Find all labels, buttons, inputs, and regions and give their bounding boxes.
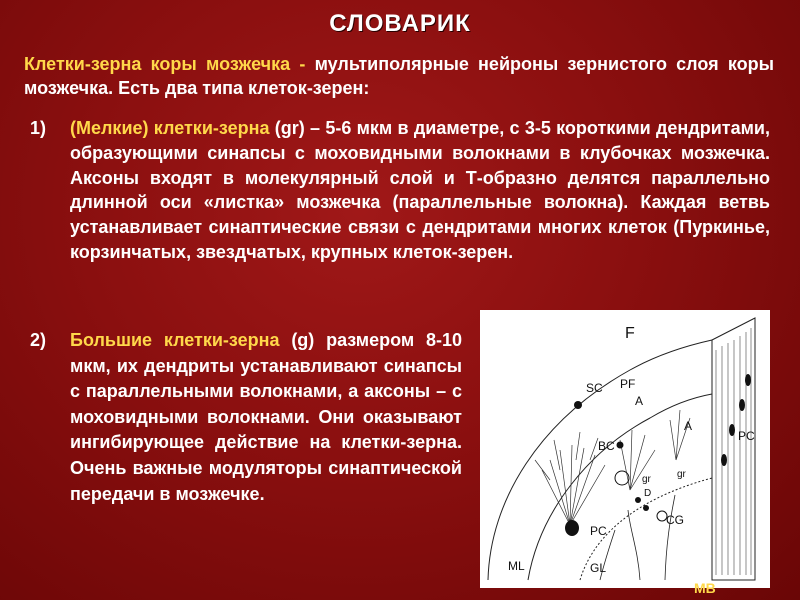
block-side-face <box>712 318 755 580</box>
intro-paragraph <box>24 52 774 100</box>
label-PF: PF <box>620 377 636 391</box>
cerebellum-diagram-svg <box>480 310 770 588</box>
basket-cell-body <box>617 442 624 449</box>
label-ML: ML <box>508 559 525 573</box>
label-A2: A <box>684 419 693 433</box>
intro-term: Клетки-зерна коры мозжечка - <box>24 54 306 74</box>
label-D: D <box>644 488 652 499</box>
label-F: F <box>625 325 635 342</box>
item-term: Большие клетки-зерна <box>70 330 280 350</box>
cerebellum-diagram <box>480 310 770 588</box>
label-BC: BC <box>598 439 615 453</box>
label-gr-2: gr <box>677 469 686 480</box>
item-description: (g) размером 8-10 мкм, их дендриты устанавливают синапсы с параллельными волокнами, а аксоны – с моховидными волокнами. Они оказывают ингибирующее действие на клетки-зерна. Очень важные модуляторы синаптической передачи в мозжечке. <box>70 330 462 504</box>
stellate-cell-body <box>574 401 582 409</box>
label-CG: CG <box>666 513 684 527</box>
item-text <box>70 116 770 265</box>
list-item-large-granule-cells <box>30 328 462 507</box>
granule-cell-body <box>643 505 649 511</box>
item-number: 2) <box>30 330 47 350</box>
author-credit: МВ <box>694 580 716 596</box>
item-term: (Мелкие) клетки-зерна <box>70 118 270 138</box>
intro-text: мультиполярные нейроны зернистого слоя коры мозжечка. Есть два типа клеток-зерен: <box>24 54 774 98</box>
list-item-small-granule-cells <box>30 116 770 265</box>
purkinje-cell-body <box>565 520 579 536</box>
label-PC-left: PC <box>590 524 607 538</box>
label-PC-right: PC <box>738 429 755 443</box>
folium-outline <box>488 340 712 580</box>
glomerulus <box>615 471 629 485</box>
label-SC: SC <box>586 381 603 395</box>
item-number: 1) <box>30 118 47 138</box>
item-description: (gr) – 5-6 мкм в диаметре, с 3-5 короткими дендритами, образующими синапсы с моховидными волокнами в клубочках мозжечка. Аксоны входят в молекулярный слой и Т-образно делятся параллельно длинной оси «листка» мозжечка (параллельные волокна). Каждая ветвь устанавливает синаптические связи с дендритами многих клеток (Пуркинье, корзинчатых, звездчатых, крупных клеток-зерен. <box>70 118 770 262</box>
label-GL: GL <box>590 561 607 575</box>
slide-title: СЛОВАРИК <box>329 10 471 37</box>
label-gr-1: gr <box>642 474 651 485</box>
item-text <box>70 328 462 507</box>
label-A1: A <box>635 394 644 408</box>
granule-cell-body <box>635 497 641 503</box>
